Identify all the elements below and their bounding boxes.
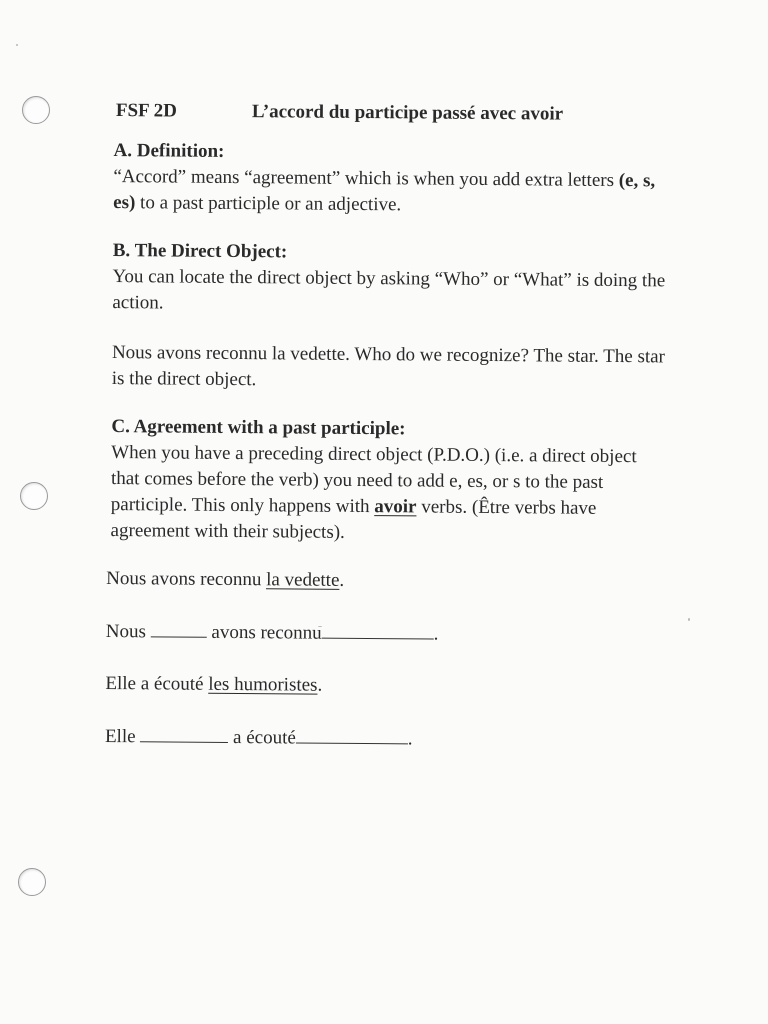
fill-in-blank[interactable] [140, 723, 228, 743]
binder-hole-top [22, 96, 50, 124]
fill-in-blank[interactable] [322, 620, 434, 640]
worksheet-header [116, 98, 670, 128]
course-code: FSF 2D [115, 100, 178, 122]
example-text: . [339, 569, 345, 591]
binder-hole-middle [20, 482, 48, 510]
section-b-heading: B. The Direct Object: [112, 240, 288, 263]
section-a-text-part: to a past participle or an adjective. [135, 192, 402, 216]
section-c-text-part: When you have a preceding direct object (P.D.O.) (i.e. a direct object that comes before the verb) you need to add e, es, or s to the past participle. This only happens with [110, 442, 637, 518]
examples [105, 566, 666, 754]
section-a-text-part: “Accord” means “agreement” which is when you add extra letters [113, 166, 619, 191]
fill-in-blank[interactable] [296, 724, 408, 744]
section-direct-object [112, 238, 669, 396]
fill-in-blank[interactable] [151, 618, 207, 637]
endings-list: (e, s, es) [113, 169, 656, 214]
direct-object: la vedette [266, 569, 340, 591]
section-a-text [113, 164, 669, 220]
scan-speck [688, 618, 690, 621]
section-a-heading: A. Definition: [113, 140, 225, 162]
section-definition [113, 138, 670, 220]
section-agreement [110, 414, 667, 548]
example-text: avons reconnu [211, 621, 322, 644]
example-text: Nous avons reconnu [106, 567, 267, 591]
example-blank-1 [106, 618, 666, 649]
avoir-keyword: avoir [374, 496, 417, 518]
example-blank-2 [105, 723, 665, 754]
direct-object: les humoristes [208, 673, 318, 696]
example-text: . [407, 728, 413, 750]
example-sentence-1 [106, 566, 666, 596]
binder-hole-bottom [18, 868, 46, 896]
example-text: a écouté [233, 726, 296, 749]
worksheet-title: L’accord du participe passé avec avoir [251, 101, 564, 125]
example-text: . [317, 674, 323, 696]
scan-speck [16, 44, 18, 46]
section-b-example: Nous avons reconnu la vedette. Who do we recognize? The star. The star is the direct object. [111, 342, 666, 391]
section-b-text: You can locate the direct object by asking “Who” or “What” is doing the action. [112, 266, 666, 314]
worksheet [105, 98, 670, 780]
section-c-heading: C. Agreement with a past participle: [111, 416, 406, 440]
example-text: Elle [104, 725, 136, 748]
section-c-text [110, 440, 667, 548]
example-text: . [433, 623, 439, 645]
example-text: Elle a écouté [105, 672, 209, 695]
example-sentence-2 [105, 671, 665, 701]
section-c-text-part: verbs. (Être verbs have agreement with their subjects). [110, 496, 597, 543]
example-text: Nous [105, 620, 147, 643]
